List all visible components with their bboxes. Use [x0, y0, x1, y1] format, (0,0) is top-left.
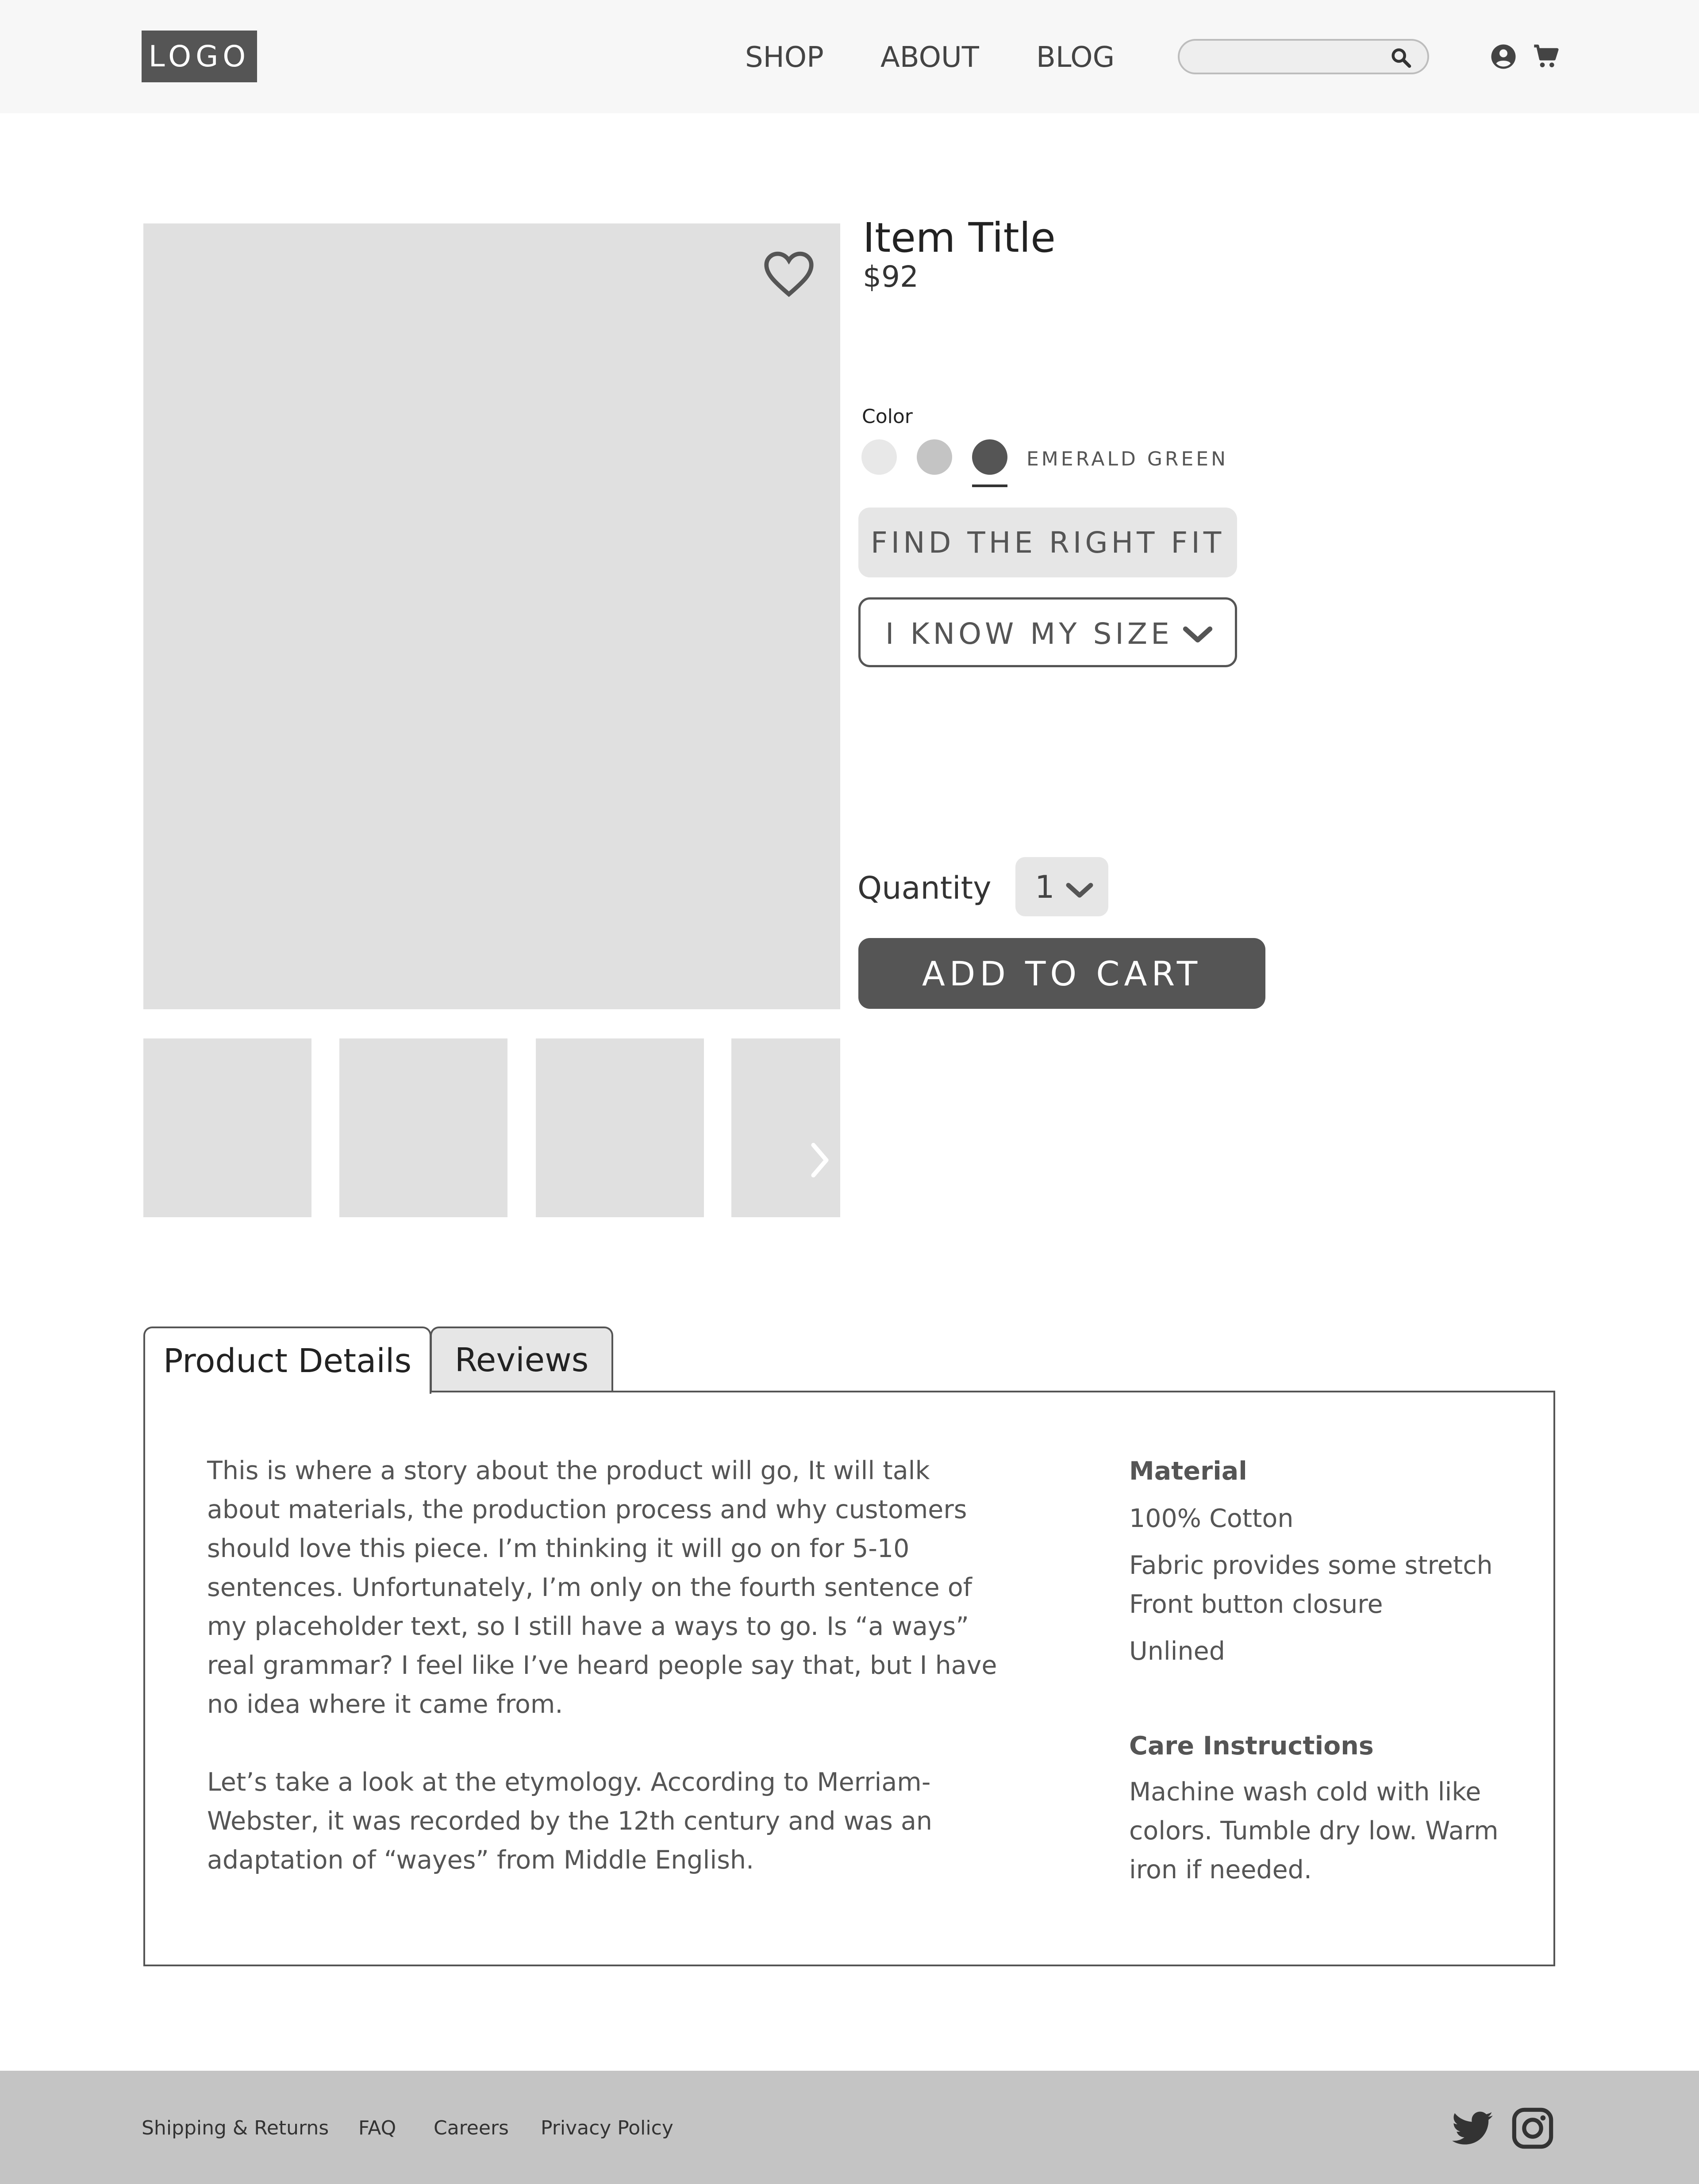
chevron-right-icon[interactable]: [809, 1141, 831, 1180]
footer-link-careers[interactable]: Careers: [434, 2117, 509, 2139]
care-heading: Care Instructions: [1129, 1731, 1374, 1761]
color-label: Color: [862, 405, 913, 428]
search-icon[interactable]: [1389, 46, 1412, 69]
footer-link-faq[interactable]: FAQ: [358, 2117, 396, 2139]
add-to-cart-button[interactable]: ADD TO CART: [858, 938, 1265, 1009]
footer-link-privacy[interactable]: Privacy Policy: [541, 2117, 673, 2139]
product-story: [207, 1451, 1003, 1919]
thumbnail-1[interactable]: [143, 1038, 311, 1217]
quantity-value: 1: [1035, 869, 1055, 905]
instagram-icon[interactable]: [1511, 2106, 1555, 2150]
material-item: Front button closure: [1129, 1590, 1383, 1619]
tab-product-details[interactable]: Product Details: [143, 1327, 431, 1394]
color-swatch-dark[interactable]: [972, 439, 1007, 475]
story-paragraph-2: Let’s take a look at the etymology. According to Merriam-Webster, it was recorded by the 12th century and was an adaptation of “wayes” from Middle English.: [207, 1768, 933, 1875]
footer-link-shipping[interactable]: Shipping & Returns: [142, 2117, 329, 2139]
find-fit-button[interactable]: FIND THE RIGHT FIT: [858, 508, 1237, 577]
material-heading: Material: [1129, 1457, 1247, 1486]
quantity-label: Quantity: [857, 870, 992, 906]
nav-shop[interactable]: SHOP: [745, 41, 824, 74]
material-item: Fabric provides some stretch: [1129, 1551, 1493, 1580]
selected-swatch-indicator: [972, 484, 1007, 487]
quantity-select[interactable]: [1015, 857, 1108, 916]
search-bar: [1178, 39, 1429, 74]
thumbnail-3[interactable]: [536, 1038, 704, 1217]
twitter-icon[interactable]: [1450, 2106, 1495, 2150]
selected-color-name: EMERALD GREEN: [1026, 448, 1229, 470]
thumbnail-4[interactable]: [731, 1038, 840, 1217]
chevron-down-icon: [1181, 623, 1215, 646]
thumbnail-2[interactable]: [339, 1038, 507, 1217]
care-instructions: Machine wash cold with like colors. Tumble dry low. Warm iron if needed.: [1129, 1777, 1499, 1884]
search-input[interactable]: [1195, 44, 1388, 70]
logo[interactable]: LOGO: [142, 31, 257, 82]
size-dropdown[interactable]: [858, 597, 1237, 667]
material-item: 100% Cotton: [1129, 1504, 1294, 1533]
product-price: $92: [863, 260, 919, 294]
product-main-image: [143, 223, 840, 1009]
tab-reviews[interactable]: Reviews: [430, 1327, 613, 1392]
color-swatch-light[interactable]: [861, 439, 897, 475]
nav-blog[interactable]: BLOG: [1036, 41, 1115, 74]
heart-icon[interactable]: [763, 250, 815, 298]
color-swatch-medium[interactable]: [917, 439, 952, 475]
account-icon[interactable]: [1490, 43, 1517, 70]
product-title: Item Title: [863, 214, 1056, 261]
size-dropdown-label: I KNOW MY SIZE: [885, 617, 1173, 651]
material-item: Unlined: [1129, 1637, 1225, 1666]
story-paragraph-1: This is where a story about the product will go, It will talk about materials, the production process and why customers should love this piece. I’m thinking it will go on for 5-10 sentences. Unfortunately, I’m only on the fourth sentence of my placeholder text, so I still have a ways to go. Is “a ways” real grammar? I feel like I’ve heard people say that, but I have no idea where it came from.: [207, 1456, 997, 1719]
cart-icon[interactable]: [1532, 42, 1560, 71]
chevron-down-icon: [1064, 880, 1095, 900]
nav-about[interactable]: ABOUT: [880, 41, 979, 74]
